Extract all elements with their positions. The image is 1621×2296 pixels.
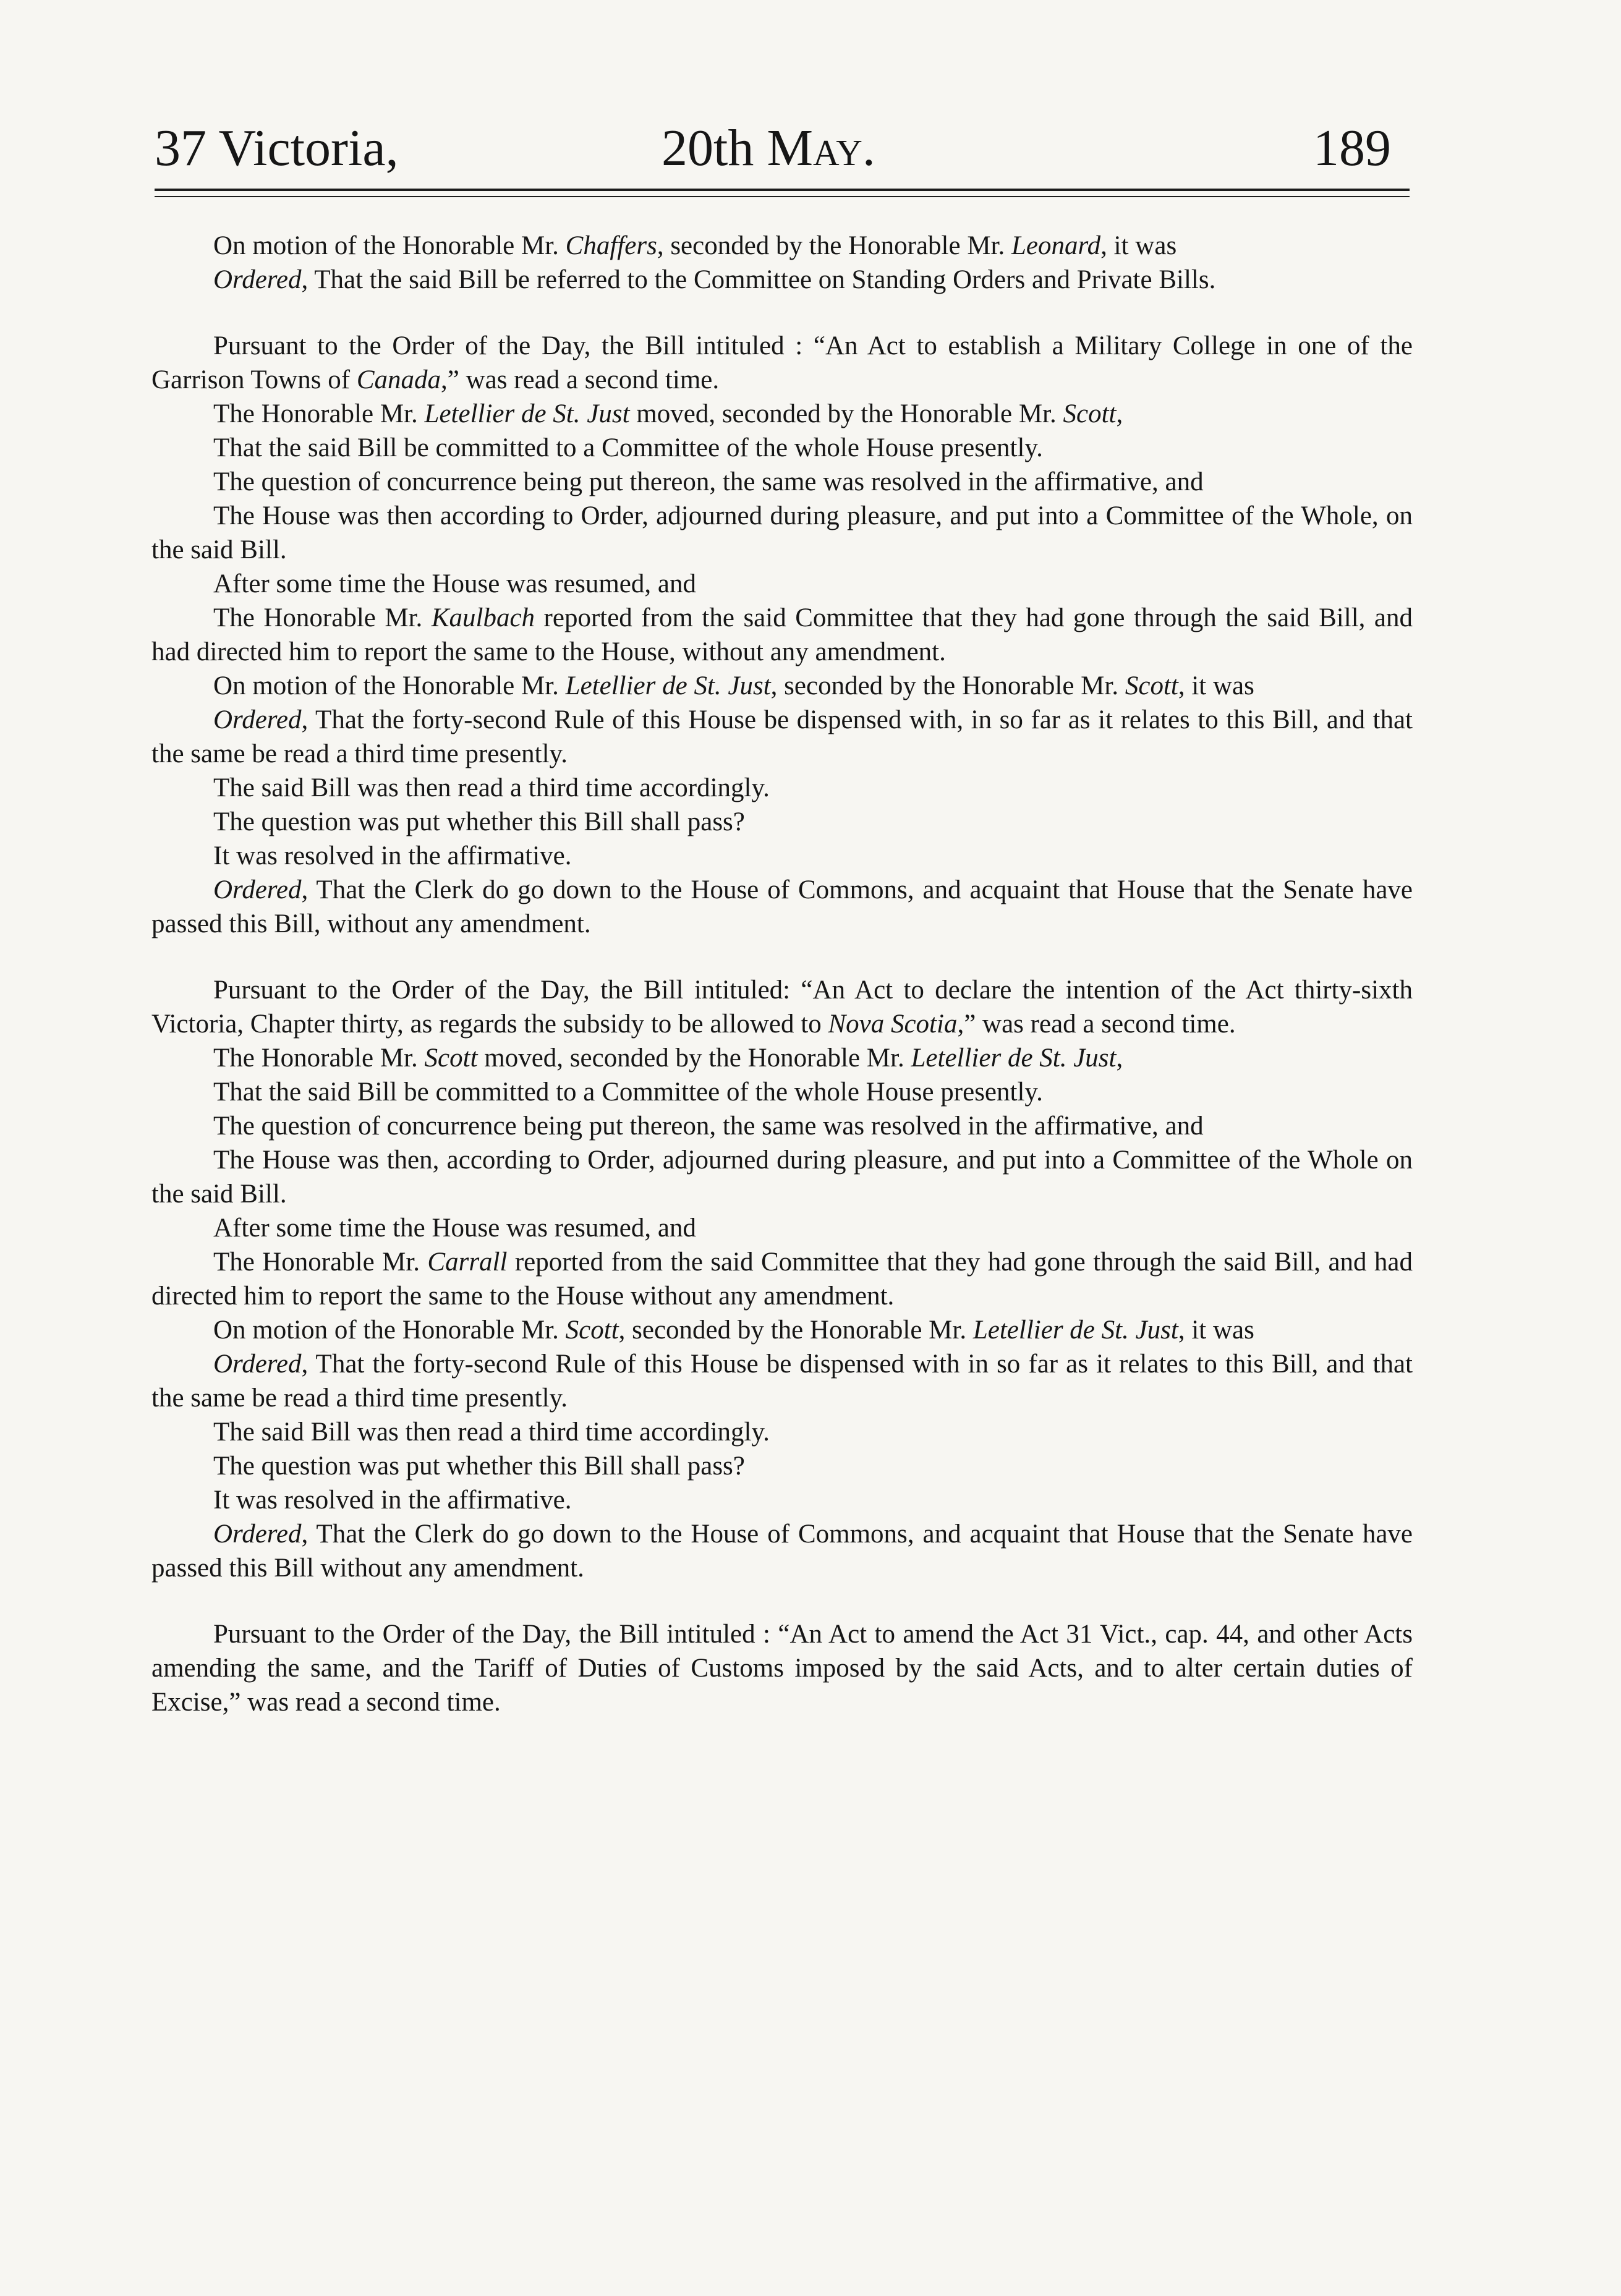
italic-name: Letellier de St. Just [565, 671, 771, 700]
italic-name: Kaulbach [431, 603, 535, 632]
date-heading [662, 111, 875, 185]
italic-name: Leonard [1011, 231, 1101, 260]
proceeding-paragraph: The House was then according to Order, adjourned during pleasure, and put into a Committee of the Whole, on the said Bill. [151, 501, 1413, 564]
italic-name: Nova Scotia [828, 1010, 958, 1039]
italic-name: Letellier de St. Just [424, 399, 630, 428]
proceeding-paragraph: The said Bill was then read a third time accordingly. [213, 1418, 770, 1447]
proceeding-section [151, 1617, 1413, 1719]
proceeding-paragraph: Ordered, That the said Bill be referred to the Committee on Standing Orders and Private Bills. [213, 265, 1216, 294]
proceeding-paragraph: On motion of the Honorable Mr. Letellier de St. Just, seconded by the Honorable Mr. Scott, it was [213, 671, 1254, 700]
italic-name: Letellier de St. Just [911, 1044, 1117, 1073]
proceeding-section [151, 229, 1413, 297]
proceeding-paragraph: After some time the House was resumed, and [213, 569, 696, 598]
session-heading: 37 Victoria, [155, 119, 399, 177]
proceeding-section [151, 973, 1413, 1585]
proceeding-paragraph: The Honorable Mr. Carrall reported from the said Committee that they had gone through the said Bill, and had directed him to report the same to the House without any amendment. [151, 1248, 1413, 1311]
date-month: May. [767, 119, 875, 177]
proceeding-paragraph: The question was put whether this Bill shall pass? [213, 1452, 745, 1481]
proceeding-paragraph: Ordered, That the forty-second Rule of this House be dispensed with, in so far as it relates to this Bill, and that the same be read a third time presently. [151, 705, 1413, 768]
proceeding-paragraph: Pursuant to the Order of the Day, the Bill intituled : “An Act to establish a Military College in one of the Garrison Towns of Canada,” was read a second time. [151, 331, 1413, 394]
proceeding-paragraph: Ordered, That the Clerk do go down to the House of Commons, and acquaint that House that the Senate have passed this Bill, without any amendment. [151, 875, 1413, 938]
italic-name: Carrall [427, 1248, 508, 1277]
proceeding-paragraph: On motion of the Honorable Mr. Chaffers, seconded by the Honorable Mr. Leonard, it was [213, 231, 1177, 260]
proceeding-paragraph: It was resolved in the affirmative. [213, 841, 572, 870]
proceeding-paragraph: The Honorable Mr. Letellier de St. Just moved, seconded by the Honorable Mr. Scott, [213, 399, 1123, 428]
proceeding-paragraph: Ordered, That the Clerk do go down to the House of Commons, and acquaint that House that the Senate have passed this Bill without any amendment. [151, 1520, 1413, 1583]
italic-name: Ordered [213, 1350, 302, 1379]
italic-name: Ordered [213, 1520, 302, 1549]
proceeding-section [151, 329, 1413, 941]
italic-name: Ordered [213, 705, 302, 734]
proceeding-paragraph: That the said Bill be committed to a Committee of the whole House presently. [213, 1078, 1043, 1107]
italic-name: Canada [356, 365, 441, 394]
journal-body [151, 229, 1413, 1719]
proceeding-paragraph: The Honorable Mr. Kaulbach reported from the said Committee that they had gone through the said Bill, and had directed him to report the same to the House, without any amendment. [151, 603, 1413, 666]
proceeding-paragraph: Pursuant to the Order of the Day, the Bill intituled: “An Act to declare the intention of the Act thirty-sixth Victoria, Chapter thirty, as regards the subsidy to be allowed to Nova Scotia,” was read a second time. [151, 976, 1413, 1039]
proceeding-paragraph: That the said Bill be committed to a Committee of the whole House presently. [213, 433, 1043, 462]
page-header [155, 111, 1410, 185]
italic-name: Scott [1125, 671, 1178, 700]
italic-name: Scott [565, 1316, 619, 1345]
proceeding-paragraph: It was resolved in the affirmative. [213, 1486, 572, 1515]
proceeding-paragraph: The question of concurrence being put thereon, the same was resolved in the affirmative, and [213, 1112, 1204, 1141]
date-day: 20th [662, 119, 754, 177]
proceeding-paragraph: Ordered, That the forty-second Rule of this House be dispensed with in so far as it relates to this Bill, and that the same be read a third time presently. [151, 1350, 1413, 1413]
proceeding-paragraph: The House was then, according to Order, adjourned during pleasure, and put into a Committee of the Whole on the said Bill. [151, 1146, 1413, 1209]
proceeding-paragraph: The Honorable Mr. Scott moved, seconded by the Honorable Mr. Letellier de St. Just, [213, 1044, 1123, 1073]
proceeding-paragraph: Pursuant to the Order of the Day, the Bill intituled : “An Act to amend the Act 31 Vict., cap. 44, and other Acts amending the same, and the Tariff of Duties of Customs imposed by the said Acts, and to alter certain duties of Excise,” was read a second time. [151, 1620, 1413, 1717]
header-rule [155, 189, 1410, 197]
page-number: 189 [1313, 119, 1391, 177]
proceeding-paragraph: After some time the House was resumed, and [213, 1214, 696, 1243]
italic-name: Ordered [213, 875, 302, 904]
italic-name: Letellier de St. Just [972, 1316, 1178, 1345]
proceeding-paragraph: The question was put whether this Bill shall pass? [213, 807, 745, 836]
proceeding-paragraph: The question of concurrence being put thereon, the same was resolved in the affirmative, and [213, 467, 1204, 496]
italic-name: Scott [1063, 399, 1117, 428]
italic-name: Chaffers [565, 231, 657, 260]
proceeding-paragraph: The said Bill was then read a third time accordingly. [213, 773, 770, 802]
proceeding-paragraph: On motion of the Honorable Mr. Scott, seconded by the Honorable Mr. Letellier de St. Just, it was [213, 1316, 1254, 1345]
italic-name: Ordered [213, 265, 302, 294]
italic-name: Scott [424, 1044, 478, 1073]
